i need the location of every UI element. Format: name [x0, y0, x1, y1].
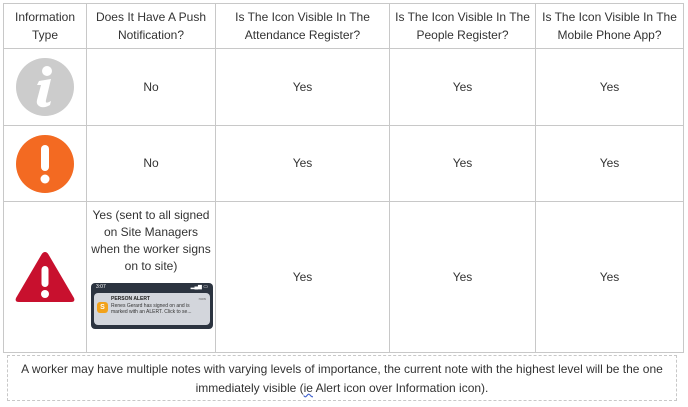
mobile-cell: Yes — [536, 202, 684, 353]
push-cell: No — [87, 49, 216, 126]
notification-body: Renes Gerard has signed on and is marked with an ALERT. Click to se... — [111, 303, 192, 315]
header-information-type: Information Type — [4, 4, 87, 49]
signal-battery-icon: ▂▄▆ ▭ — [190, 284, 208, 290]
exclamation-icon — [15, 134, 75, 194]
information-types-table — [3, 3, 684, 353]
status-time: 3:07 — [96, 284, 106, 290]
push-cell: No — [87, 126, 216, 202]
app-icon: S — [97, 302, 108, 313]
header-people-register: Is The Icon Visible In The People Register? — [390, 4, 536, 49]
icon-cell — [4, 49, 87, 126]
people-cell: Yes — [390, 202, 536, 353]
alert-warning-icon — [13, 249, 77, 305]
notification-card — [94, 293, 210, 325]
header-push-notification: Does It Have A Push Notification? — [87, 4, 216, 49]
attendance-cell: Yes — [216, 49, 390, 126]
notification-time: now — [198, 296, 206, 301]
footnote — [7, 355, 677, 401]
push-notification-screenshot — [91, 283, 213, 329]
attendance-cell: Yes — [216, 126, 390, 202]
people-cell: Yes — [390, 126, 536, 202]
footnote-text-end: Alert icon over Information icon). — [312, 381, 489, 395]
icon-cell — [4, 126, 87, 202]
push-notification-text: Yes (sent to all signed on Site Managers when the worker signs on to site) — [91, 208, 211, 273]
header-attendance-register: Is The Icon Visible In The Attendance Register? — [216, 4, 390, 49]
push-cell — [87, 202, 216, 353]
table-row — [4, 126, 684, 202]
table-row — [4, 202, 684, 353]
phone-status-bar — [91, 283, 213, 291]
notification-title: PERSON ALERT — [111, 296, 150, 302]
information-icon — [15, 57, 75, 117]
header-mobile-app: Is The Icon Visible In The Mobile Phone App? — [536, 4, 684, 49]
mobile-cell: Yes — [536, 49, 684, 126]
icon-cell — [4, 202, 87, 353]
attendance-cell: Yes — [216, 202, 390, 353]
mobile-cell: Yes — [536, 126, 684, 202]
footnote-ie: ie — [303, 381, 313, 395]
table-row — [4, 49, 684, 126]
people-cell: Yes — [390, 49, 536, 126]
footnote-text: A worker may have multiple notes with varying levels of importance, the current note with the highest level will be the one immediately visible ( — [21, 362, 663, 395]
header-row — [4, 4, 684, 49]
